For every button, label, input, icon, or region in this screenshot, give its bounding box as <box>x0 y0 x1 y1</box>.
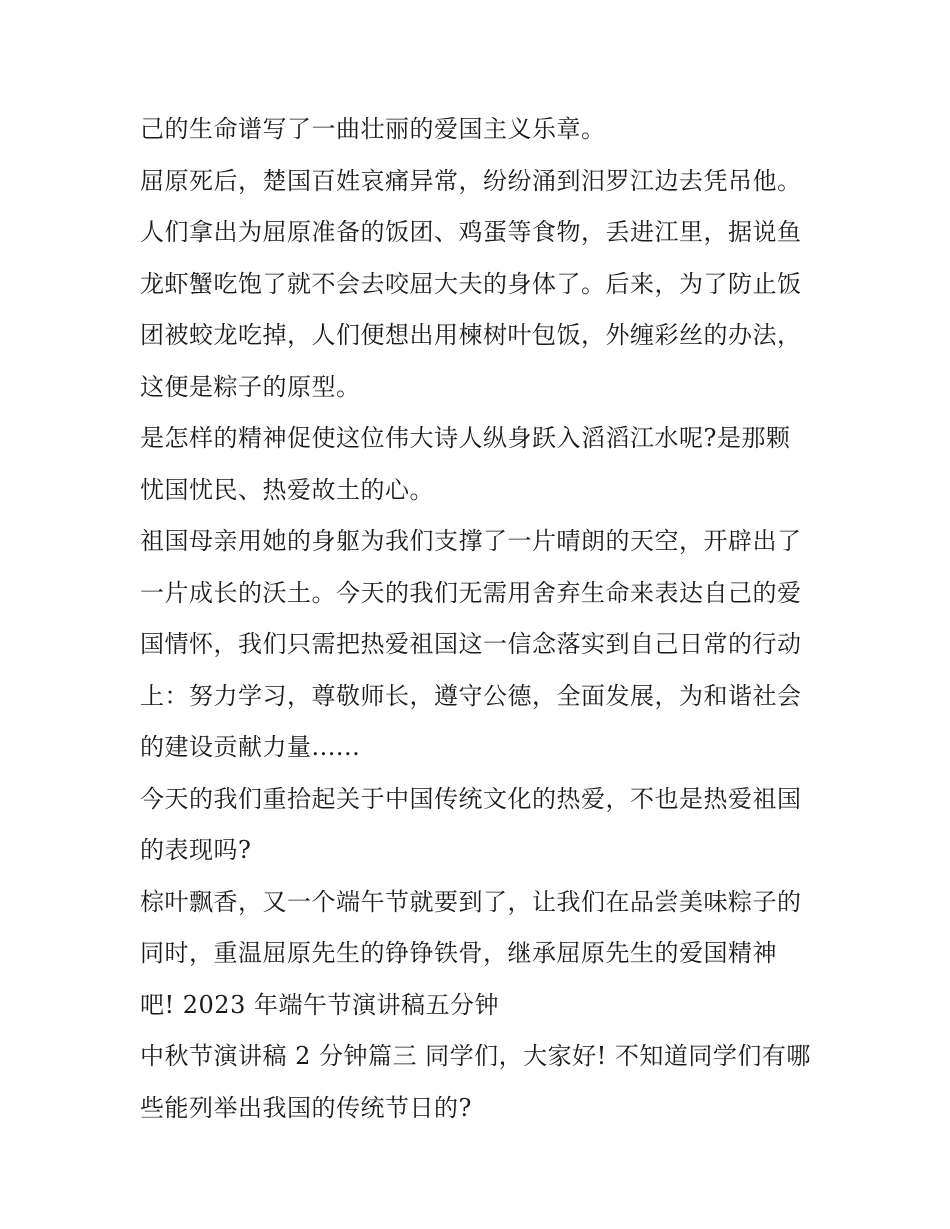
text-line: 团被蛟龙吃掉，人们便想出用楝树叶包饭，外缠彩丝的办法， <box>140 321 802 349</box>
text-line: 一片成长的沃土。今天的我们无需用舍弃生命来表达自己的爱 <box>140 578 802 607</box>
text-line: 忧国忧民、热爱故土的心。 <box>140 475 434 504</box>
text-line: 祖国母亲用她的身躯为我们支撑了一片晴朗的天空，开辟出了 <box>140 527 802 555</box>
text-line: 棕叶飘香，又一个端午节就要到了，让我们在品尝美味粽子的 <box>140 887 802 916</box>
text-line: 龙虾蟹吃饱了就不会去咬屈大夫的身体了。后来，为了防止饭 <box>140 269 802 298</box>
text-line: 这便是粽子的原型。 <box>140 372 361 401</box>
text-line: 人们拿出为屈原准备的饭团、鸡蛋等食物，丢进江里，据说鱼 <box>140 218 802 246</box>
text-line: 上：努力学习，尊敬师长，遵守公德，全面发展，为和谐社会 <box>140 681 802 710</box>
text-line: 的表现吗? <box>140 836 252 864</box>
text-line: 是怎样的精神促使这位伟大诗人纵身跃入滔滔江水呢?是那颗 <box>140 424 791 452</box>
text-line: 己的生命谱写了一曲壮丽的爱国主义乐章。 <box>140 115 606 143</box>
text-line: 些能列举出我国的传统节日的? <box>140 1093 472 1122</box>
text-line: 今天的我们重拾起关于中国传统文化的热爱，不也是热爱祖国 <box>140 784 802 813</box>
text-line: 中秋节演讲稿 2 分钟篇三 同学们，大家好! 不知道同学们有哪 <box>140 1042 811 1070</box>
text-line: 吧! 2023 年端午节演讲稿五分钟 <box>140 990 499 1019</box>
text-line: 国情怀，我们只需把热爱祖国这一信念落实到自己日常的行动 <box>140 630 802 658</box>
text-line: 的建设贡献力量...... <box>140 733 361 761</box>
document-body <box>140 104 820 1134</box>
text-line: 屈原死后，楚国百姓哀痛异常，纷纷涌到汨罗江边去凭吊他。 <box>140 166 802 195</box>
text-line: 同时，重温屈原先生的铮铮铁骨，继承屈原先生的爱国精神 <box>140 939 777 967</box>
